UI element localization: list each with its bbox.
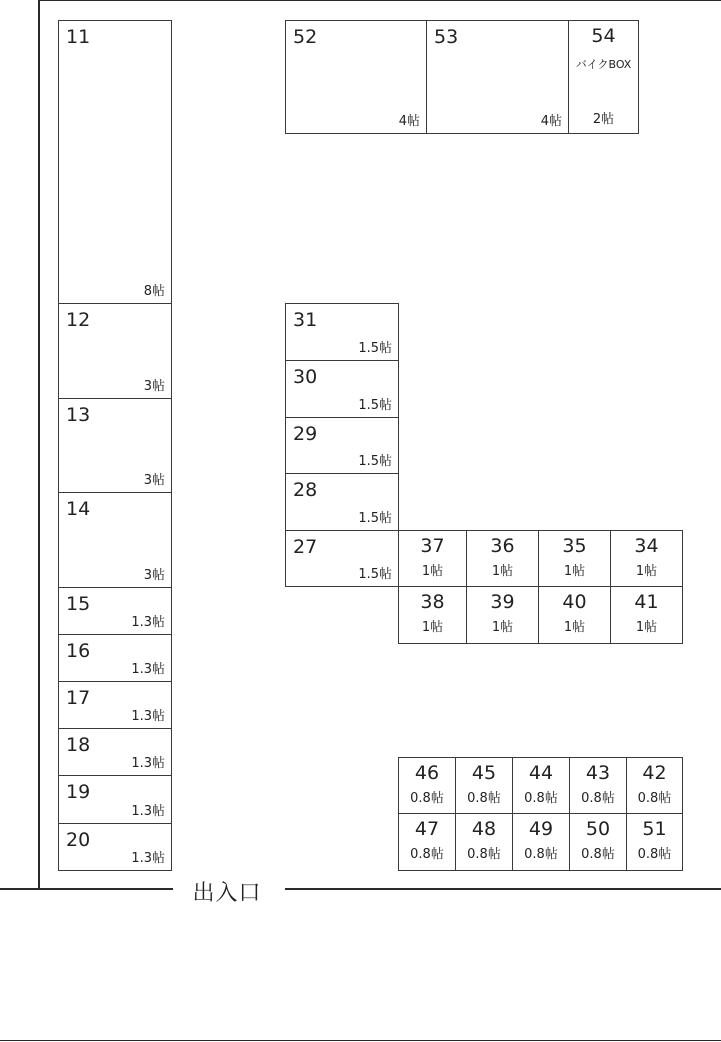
unit-size: 0.8帖 <box>467 847 501 862</box>
unit-number: 43 <box>585 762 611 784</box>
unit-14[interactable] <box>58 492 172 588</box>
unit-size: 1帖 <box>635 564 658 579</box>
unit-number: 50 <box>585 818 611 840</box>
unit-46[interactable] <box>398 757 456 814</box>
unit-49[interactable] <box>512 813 570 871</box>
unit-size: 1.5帖 <box>358 454 392 469</box>
unit-number: 16 <box>66 640 91 662</box>
entrance-label: 出入口 <box>192 881 262 906</box>
unit-size: 3帖 <box>143 379 165 394</box>
unit-size: 4帖 <box>398 114 420 129</box>
unit-size: 0.8帖 <box>524 847 558 862</box>
unit-number: 44 <box>528 762 554 784</box>
unit-50[interactable] <box>569 813 627 871</box>
unit-size: 1.3帖 <box>131 662 165 677</box>
unit-number: 48 <box>471 818 497 840</box>
unit-size: 1.3帖 <box>131 804 165 819</box>
unit-size: 1帖 <box>635 620 658 635</box>
unit-number: 13 <box>66 404 91 426</box>
unit-size: 1帖 <box>491 564 514 579</box>
unit-number: 35 <box>562 535 587 557</box>
unit-number: 15 <box>66 593 91 615</box>
unit-54[interactable] <box>568 20 639 134</box>
unit-43[interactable] <box>569 757 627 814</box>
unit-number: 41 <box>634 591 659 613</box>
unit-number: 49 <box>528 818 554 840</box>
unit-15[interactable] <box>58 587 172 635</box>
unit-42[interactable] <box>626 757 683 814</box>
unit-number: 51 <box>642 818 667 840</box>
unit-number: 47 <box>414 818 440 840</box>
unit-27[interactable] <box>285 530 399 587</box>
unit-size: 3帖 <box>143 473 165 488</box>
unit-number: 30 <box>293 366 318 388</box>
unit-29[interactable] <box>285 417 399 474</box>
unit-52[interactable] <box>285 20 427 134</box>
unit-number: 37 <box>420 535 445 557</box>
unit-size: 3帖 <box>143 568 165 583</box>
unit-size: 0.8帖 <box>637 791 672 806</box>
top-boundary-wall <box>38 0 721 1</box>
unit-size: 1.5帖 <box>358 341 392 356</box>
unit-number: 28 <box>293 479 318 501</box>
unit-size: 8帖 <box>143 284 165 299</box>
unit-size: 0.8帖 <box>581 791 615 806</box>
unit-number: 36 <box>490 535 515 557</box>
unit-34[interactable] <box>610 530 683 587</box>
unit-number: 53 <box>434 26 459 48</box>
unit-number: 39 <box>490 591 515 613</box>
unit-size: 1.5帖 <box>358 511 392 526</box>
unit-size: 0.8帖 <box>410 791 444 806</box>
unit-note: バイクBOX <box>575 58 632 71</box>
unit-28[interactable] <box>285 473 399 531</box>
unit-35[interactable] <box>538 530 611 587</box>
unit-number: 45 <box>471 762 497 784</box>
unit-size: 2帖 <box>592 112 615 127</box>
unit-number: 20 <box>66 829 91 851</box>
unit-size: 0.8帖 <box>581 847 615 862</box>
unit-number: 52 <box>293 26 318 48</box>
unit-18[interactable] <box>58 728 172 776</box>
unit-number: 34 <box>634 535 659 557</box>
unit-size: 0.8帖 <box>637 847 672 862</box>
unit-size: 0.8帖 <box>524 791 558 806</box>
unit-40[interactable] <box>538 586 611 644</box>
unit-size: 1.5帖 <box>358 567 392 582</box>
unit-number: 14 <box>66 498 91 520</box>
unit-13[interactable] <box>58 398 172 493</box>
unit-53[interactable] <box>426 20 569 134</box>
entrance-line-left <box>0 888 173 890</box>
unit-number: 11 <box>66 26 91 48</box>
unit-number: 42 <box>642 762 667 784</box>
bottom-road-line <box>0 1040 721 1041</box>
unit-size: 1.5帖 <box>358 398 392 413</box>
left-boundary-wall <box>38 0 40 889</box>
unit-number: 29 <box>293 423 318 445</box>
unit-number: 40 <box>562 591 587 613</box>
unit-size: 1帖 <box>421 564 444 579</box>
unit-17[interactable] <box>58 681 172 729</box>
unit-number: 46 <box>414 762 440 784</box>
unit-size: 1.3帖 <box>131 615 165 630</box>
unit-size: 0.8帖 <box>467 791 501 806</box>
unit-48[interactable] <box>455 813 513 871</box>
unit-size: 4帖 <box>540 114 562 129</box>
unit-16[interactable] <box>58 634 172 682</box>
unit-45[interactable] <box>455 757 513 814</box>
unit-size: 1帖 <box>421 620 444 635</box>
unit-36[interactable] <box>466 530 539 587</box>
unit-number: 31 <box>293 309 318 331</box>
unit-44[interactable] <box>512 757 570 814</box>
unit-size: 1帖 <box>491 620 514 635</box>
entrance-line-right <box>285 888 721 890</box>
unit-size: 1.3帖 <box>131 756 165 771</box>
unit-size: 1帖 <box>563 564 586 579</box>
unit-number: 19 <box>66 781 91 803</box>
unit-size: 0.8帖 <box>410 847 444 862</box>
unit-number: 12 <box>66 309 91 331</box>
unit-39[interactable] <box>466 586 539 644</box>
unit-size: 1.3帖 <box>131 709 165 724</box>
unit-number: 38 <box>420 591 445 613</box>
unit-19[interactable] <box>58 775 172 824</box>
unit-size: 1.3帖 <box>131 851 165 866</box>
unit-number: 17 <box>66 687 91 709</box>
unit-20[interactable] <box>58 823 172 871</box>
unit-51[interactable] <box>626 813 683 871</box>
unit-12[interactable] <box>58 303 172 399</box>
unit-11[interactable] <box>58 20 172 304</box>
unit-47[interactable] <box>398 813 456 871</box>
unit-number: 54 <box>591 25 616 47</box>
unit-37[interactable] <box>398 530 467 587</box>
unit-38[interactable] <box>398 586 467 644</box>
unit-number: 27 <box>293 536 318 558</box>
unit-41[interactable] <box>610 586 683 644</box>
unit-number: 18 <box>66 734 91 756</box>
unit-size: 1帖 <box>563 620 586 635</box>
unit-31[interactable] <box>285 303 399 361</box>
unit-30[interactable] <box>285 360 399 418</box>
